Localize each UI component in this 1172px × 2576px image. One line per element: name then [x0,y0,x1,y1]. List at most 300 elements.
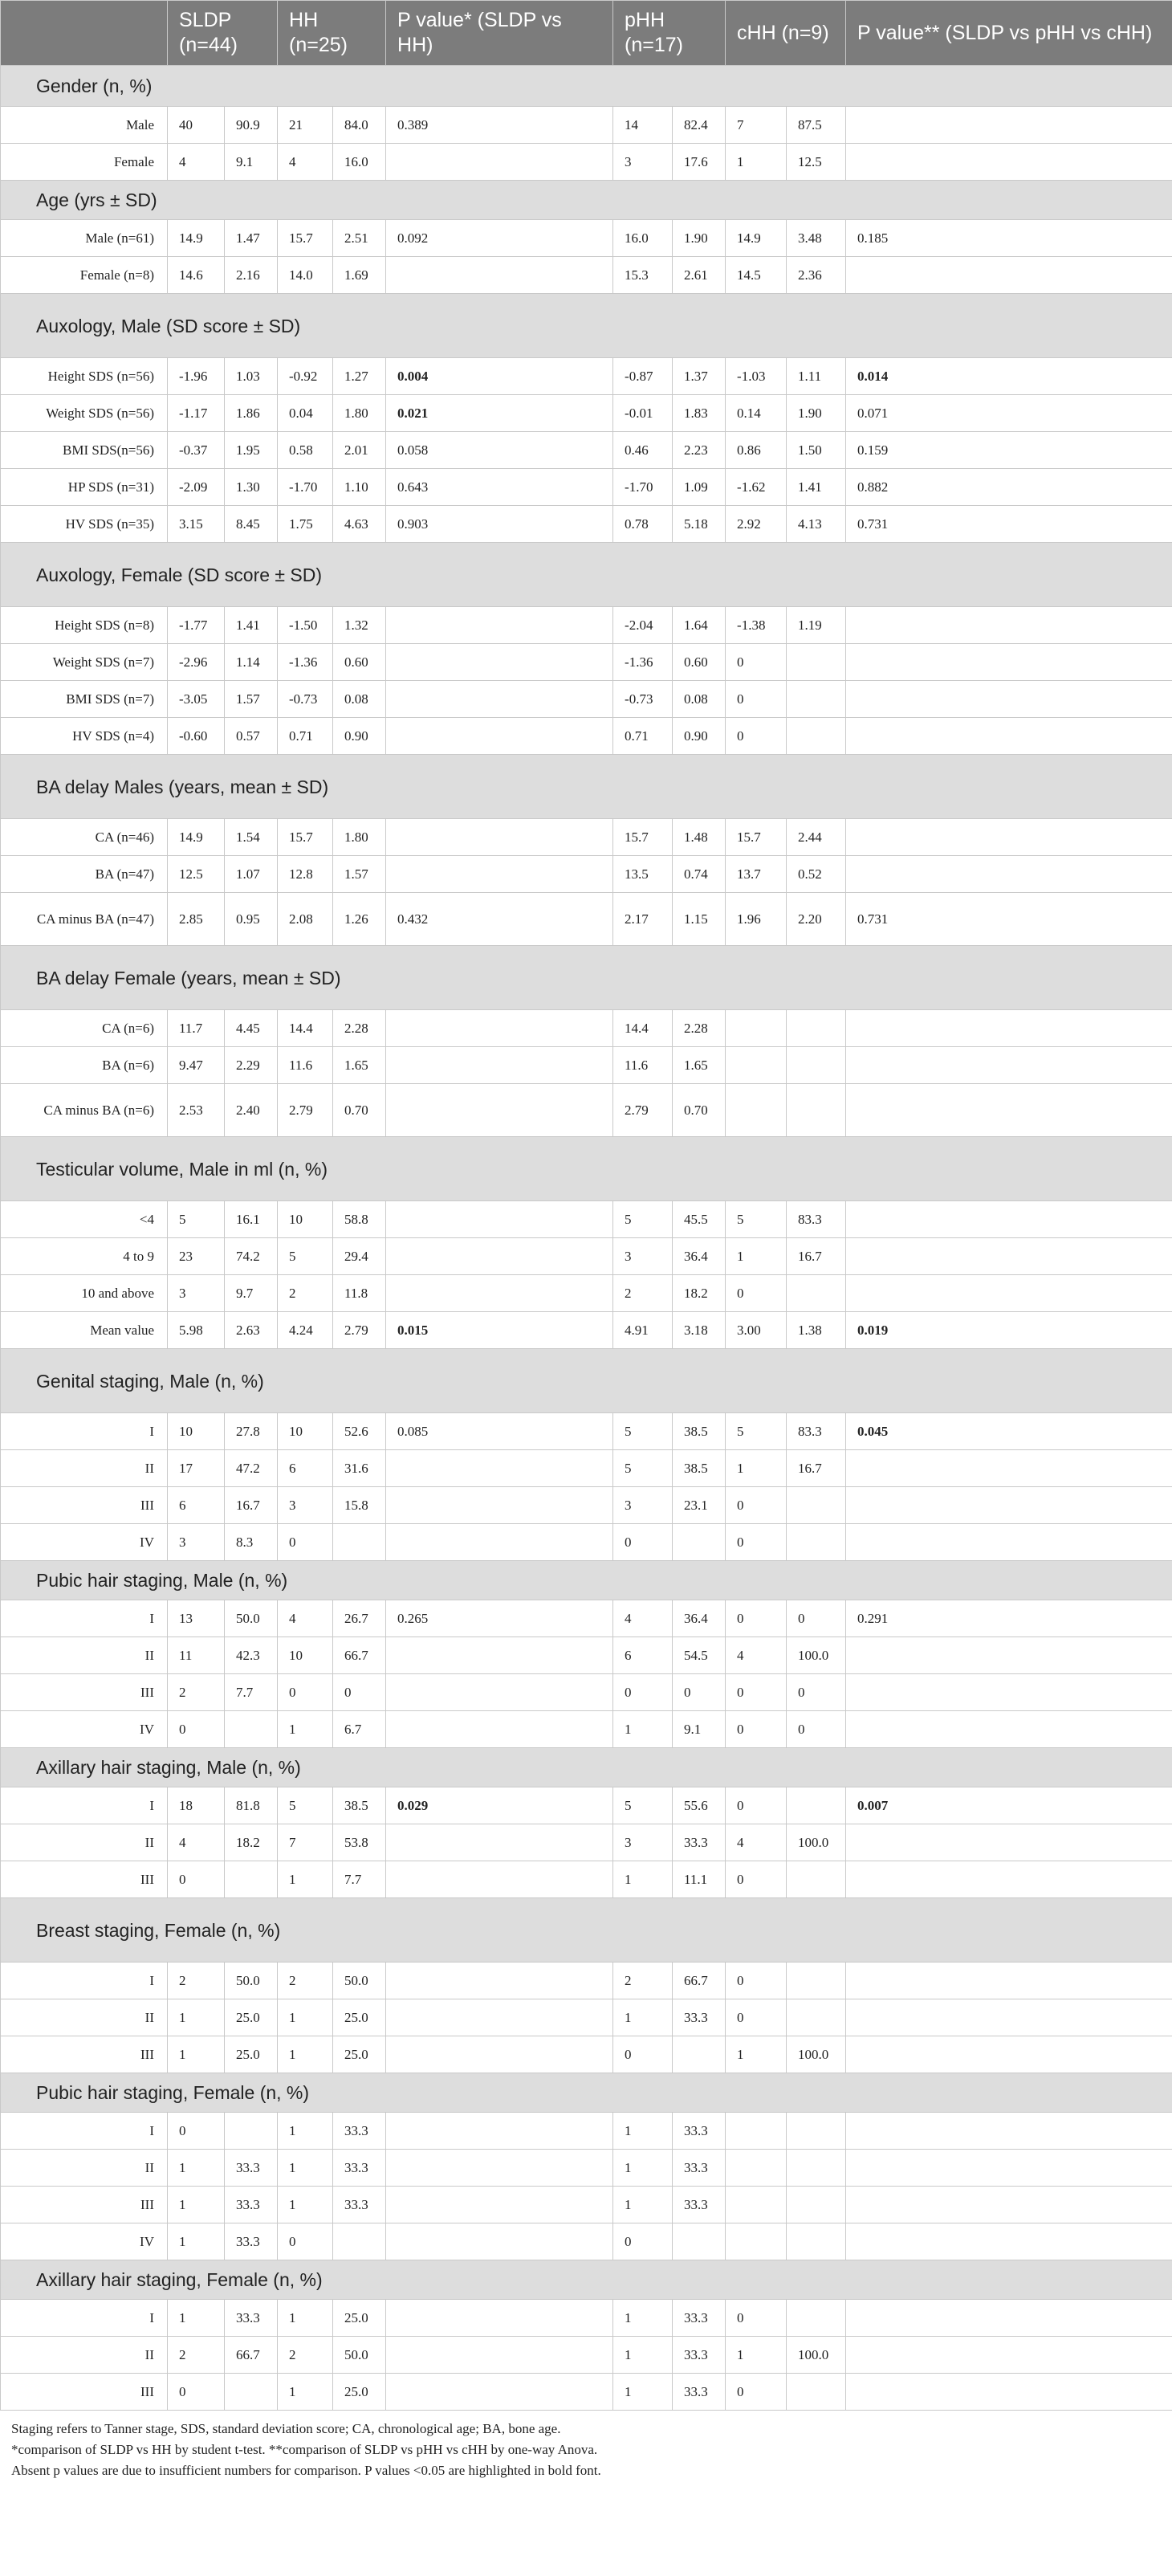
row-label: HP SDS (n=31) [1,469,168,506]
table-cell: 15.7 [278,819,333,856]
table-cell: 0.045 [846,1413,1172,1450]
row-label: III [1,1674,168,1711]
table-cell: 3 [168,1275,225,1312]
table-row [1,893,1172,946]
table-cell [726,1047,787,1084]
table-cell: 100.0 [787,1824,846,1861]
table-row [1,1637,1172,1674]
table-cell: 1.47 [225,220,278,257]
table-cell: 18.2 [673,1275,726,1312]
table-cell: 16.7 [225,1487,278,1524]
table-cell: -0.92 [278,358,333,395]
section-title: Age (yrs ± SD) [1,181,1172,220]
table-cell [386,257,613,294]
table-cell: 1 [278,2150,333,2187]
table-cell: 0 [613,1674,673,1711]
table-cell [846,1963,1172,1999]
table-cell [846,819,1172,856]
table-row [1,107,1172,144]
table-cell: 50.0 [333,2337,386,2374]
table-cell: -0.01 [613,395,673,432]
table-cell [386,1711,613,1748]
table-cell [846,1047,1172,1084]
table-cell [846,644,1172,681]
table-cell [787,1524,846,1561]
table-row [1,469,1172,506]
table-cell: 2.23 [673,432,726,469]
row-label: Male (n=61) [1,220,168,257]
table-cell: 1.86 [225,395,278,432]
table-cell [225,2374,278,2411]
row-label: III [1,2187,168,2223]
table-cell: -0.73 [613,681,673,718]
table-cell [846,1487,1172,1524]
table-cell: -2.09 [168,469,225,506]
section-title: BA delay Males (years, mean ± SD) [1,755,1172,819]
table-cell [386,2036,613,2073]
table-cell: 0.159 [846,432,1172,469]
table-cell: 2.20 [787,893,846,946]
table-cell: 33.3 [673,2113,726,2150]
section-header-row [1,1898,1172,1963]
footnote-tests: *comparison of SLDP vs HH by student t-test. **comparison of SLDP vs pHH vs cHH by one-way Anova. [11,2442,598,2457]
table-row [1,1450,1172,1487]
table-cell [386,2150,613,2187]
table-cell [787,2300,846,2337]
table-cell [846,1674,1172,1711]
table-cell: 1 [168,2036,225,2073]
table-row [1,644,1172,681]
table-cell: 0.092 [386,220,613,257]
table-row [1,1238,1172,1275]
table-cell: 1.57 [225,681,278,718]
table-cell: 13 [168,1600,225,1637]
table-cell: 17 [168,1450,225,1487]
table-cell [726,2150,787,2187]
table-cell: 7.7 [225,1674,278,1711]
table-cell: 0 [787,1600,846,1637]
table-cell: 0.265 [386,1600,613,1637]
table-cell: 23 [168,1238,225,1275]
row-label: II [1,1999,168,2036]
table-cell: 33.3 [225,2223,278,2260]
table-cell: 12.8 [278,856,333,893]
table-cell: -3.05 [168,681,225,718]
table-cell: 2.51 [333,220,386,257]
table-cell: 25.0 [333,2300,386,2337]
table-cell: 1 [278,2036,333,2073]
table-cell: 15.7 [613,819,673,856]
table-cell: -1.96 [168,358,225,395]
table-row [1,718,1172,755]
table-cell: 2.29 [225,1047,278,1084]
section-title: Pubic hair staging, Male (n, %) [1,1561,1172,1600]
table-cell [386,1861,613,1898]
table-cell: 13.5 [613,856,673,893]
table-cell: 2.79 [613,1084,673,1137]
table-row [1,1963,1172,1999]
table-cell: 13.7 [726,856,787,893]
table-cell: 3 [278,1487,333,1524]
table-cell: 15.8 [333,1487,386,1524]
table-cell: 1 [278,2374,333,2411]
section-title: Auxology, Male (SD score ± SD) [1,294,1172,358]
table-cell [846,1824,1172,1861]
table-cell: 3 [613,1824,673,1861]
table-cell: -0.73 [278,681,333,718]
row-label: III [1,1861,168,1898]
table-cell: 2.53 [168,1084,225,1137]
table-cell: 0.71 [613,718,673,755]
table-cell: 1.27 [333,358,386,395]
table-cell: 0.52 [787,856,846,893]
table-cell [846,1861,1172,1898]
table-row [1,2036,1172,2073]
header-row [1,1,1172,66]
table-cell: 52.6 [333,1413,386,1450]
table-cell [787,1487,846,1524]
table-row [1,1674,1172,1711]
row-label: Female (n=8) [1,257,168,294]
table-row [1,1047,1172,1084]
table-cell: 1 [613,2113,673,2150]
table-cell: 84.0 [333,107,386,144]
table-cell: 1 [726,2337,787,2374]
table-cell: 21 [278,107,333,144]
table-cell: 2.79 [333,1312,386,1349]
table-cell: 1.50 [787,432,846,469]
table-cell [846,1084,1172,1137]
table-cell: 1 [726,2036,787,2073]
table-row [1,2374,1172,2411]
table-cell: -1.36 [613,644,673,681]
table-cell: 5 [726,1413,787,1450]
table-cell [386,1963,613,1999]
table-cell: 2 [168,1674,225,1711]
table-cell: 0.291 [846,1600,1172,1637]
table-row [1,1084,1172,1137]
table-cell: 90.9 [225,107,278,144]
table-cell: 0 [726,1600,787,1637]
table-cell: 5 [613,1450,673,1487]
table-row [1,220,1172,257]
table-cell: 9.1 [673,1711,726,1748]
table-cell: 11 [168,1637,225,1674]
table-cell: 10 [168,1413,225,1450]
table-cell [846,2036,1172,2073]
table-row [1,819,1172,856]
table-cell: 0.74 [673,856,726,893]
table-cell: 74.2 [225,1238,278,1275]
section-title: Pubic hair staging, Female (n, %) [1,2073,1172,2113]
table-cell [846,144,1172,181]
table-row [1,1824,1172,1861]
table-cell: 5.98 [168,1312,225,1349]
table-cell: -1.70 [613,469,673,506]
row-label: I [1,1600,168,1637]
table-cell [386,856,613,893]
table-cell: 4 [278,144,333,181]
section-header-row [1,66,1172,107]
table-cell [846,1010,1172,1047]
table-cell: 0.08 [673,681,726,718]
table-cell: 1 [278,2113,333,2150]
table-cell: 2.16 [225,257,278,294]
table-cell: 0 [726,1861,787,1898]
table-cell: 26.7 [333,1600,386,1637]
table-cell: 10 [278,1637,333,1674]
table-row [1,506,1172,543]
table-cell [386,2337,613,2374]
table-cell [846,1637,1172,1674]
table-cell: 100.0 [787,2337,846,2374]
table-cell: 14.9 [726,220,787,257]
table-cell: 1.32 [333,607,386,644]
section-header-row [1,755,1172,819]
table-cell: 0.007 [846,1787,1172,1824]
table-cell: -1.36 [278,644,333,681]
table-cell: 4.13 [787,506,846,543]
table-cell: 0.86 [726,432,787,469]
table-cell [726,2113,787,2150]
table-cell: 0 [726,644,787,681]
table-cell: 2 [278,1963,333,1999]
table-cell [846,1999,1172,2036]
table-cell: -0.87 [613,358,673,395]
table-cell [386,1275,613,1312]
table-cell [787,1861,846,1898]
table-cell: 1.57 [333,856,386,893]
table-cell: 0.882 [846,469,1172,506]
table-cell: 2.17 [613,893,673,946]
table-cell: 0.085 [386,1413,613,1450]
table-cell: 6 [168,1487,225,1524]
row-label: Weight SDS (n=7) [1,644,168,681]
table-cell: 1 [613,1999,673,2036]
table-cell: 0 [168,1861,225,1898]
table-cell: 2 [168,1963,225,1999]
table-cell [333,2223,386,2260]
table-cell: 1.14 [225,644,278,681]
table-cell: 66.7 [673,1963,726,1999]
table-row [1,2187,1172,2223]
table-cell: 3.18 [673,1312,726,1349]
table-cell: 0 [726,1999,787,2036]
table-cell [386,2113,613,2150]
table-cell: 9.7 [225,1275,278,1312]
table-cell [726,2223,787,2260]
table-cell: -1.50 [278,607,333,644]
table-cell: 4 [613,1600,673,1637]
table-cell: 0 [613,2036,673,2073]
table-cell: 5 [726,1201,787,1238]
table-cell: 0 [726,1487,787,1524]
row-label: Mean value [1,1312,168,1349]
row-label: IV [1,1711,168,1748]
table-cell: 1.90 [673,220,726,257]
table-cell [673,1524,726,1561]
table-cell: 11.6 [278,1047,333,1084]
table-cell: 36.4 [673,1600,726,1637]
table-cell: 83.3 [787,1201,846,1238]
table-cell: 15.3 [613,257,673,294]
table-cell: 1 [613,2187,673,2223]
table-cell [386,144,613,181]
table-cell: 0 [168,2374,225,2411]
table-cell: 5.18 [673,506,726,543]
table-row [1,257,1172,294]
table-cell: 0.019 [846,1312,1172,1349]
row-label: III [1,2036,168,2073]
table-cell: 4.63 [333,506,386,543]
table-cell [787,1047,846,1084]
row-label: III [1,1487,168,1524]
table-cell [787,1999,846,2036]
table-cell: 2 [613,1275,673,1312]
table-cell: 12.5 [787,144,846,181]
table-cell: 47.2 [225,1450,278,1487]
table-cell [386,819,613,856]
table-cell: 1.90 [787,395,846,432]
row-label: HV SDS (n=35) [1,506,168,543]
table-cell [726,1084,787,1137]
table-cell: 33.3 [333,2187,386,2223]
table-cell: 0.903 [386,506,613,543]
table-cell: 2.92 [726,506,787,543]
table-cell: 0 [726,1275,787,1312]
table-cell: 25.0 [225,2036,278,2073]
table-cell: 5 [613,1787,673,1824]
table-cell [846,607,1172,644]
table-cell: 33.3 [333,2150,386,2187]
table-cell: -1.62 [726,469,787,506]
table-row [1,2113,1172,2150]
table-row [1,1787,1172,1824]
table-cell: 38.5 [333,1787,386,1824]
header-sldp: SLDP (n=44) [168,1,278,66]
table-cell: 1.03 [225,358,278,395]
table-cell: 1.41 [225,607,278,644]
table-cell: 2.61 [673,257,726,294]
row-label: IV [1,2223,168,2260]
section-header-row [1,543,1172,607]
table-cell: 87.5 [787,107,846,144]
table-cell: 81.8 [225,1787,278,1824]
table-cell: 14.4 [613,1010,673,1047]
table-cell: 66.7 [225,2337,278,2374]
table-cell [386,1999,613,2036]
section-header-row [1,2073,1172,2113]
row-label: <4 [1,1201,168,1238]
table-cell: 0 [278,1674,333,1711]
table-cell: 25.0 [333,2374,386,2411]
table-cell: 33.3 [673,2374,726,2411]
table-cell: 0.731 [846,893,1172,946]
table-cell: 1.15 [673,893,726,946]
table-cell: 0.70 [333,1084,386,1137]
table-cell [726,2187,787,2223]
table-cell: 33.3 [673,2300,726,2337]
table-row [1,681,1172,718]
table-cell: 33.3 [225,2187,278,2223]
table-row [1,395,1172,432]
table-cell [846,107,1172,144]
table-row [1,432,1172,469]
header-chh: cHH (n=9) [726,1,846,66]
table-cell: 14.6 [168,257,225,294]
table-cell: 7.7 [333,1861,386,1898]
table-cell [787,681,846,718]
footnote-pvalues: Absent p values are due to insufficient numbers for comparison. P values <0.05 are highlighted in bold font. [11,2463,601,2478]
row-label: CA minus BA (n=6) [1,1084,168,1137]
table-cell: 15.7 [278,220,333,257]
table-cell: 6 [613,1637,673,1674]
table-row [1,1999,1172,2036]
table-cell: 18 [168,1787,225,1824]
table-cell [386,1524,613,1561]
table-cell: 1.75 [278,506,333,543]
table-cell: 5 [613,1413,673,1450]
table-cell: 0 [726,1711,787,1748]
row-label: CA minus BA (n=47) [1,893,168,946]
table-cell [787,2223,846,2260]
table-cell: 16.0 [333,144,386,181]
section-title: BA delay Female (years, mean ± SD) [1,946,1172,1010]
row-label: I [1,1413,168,1450]
table-cell [787,2113,846,2150]
table-cell [386,2374,613,2411]
row-label: III [1,2374,168,2411]
row-label: Height SDS (n=56) [1,358,168,395]
table-cell: 2.28 [673,1010,726,1047]
table-cell: 0.90 [333,718,386,755]
table-cell [225,1861,278,1898]
table-cell [386,1674,613,1711]
table-cell: 1 [613,2150,673,2187]
table-cell: 1 [726,1450,787,1487]
table-cell: 5 [613,1201,673,1238]
header-p-value-1: P value* (SLDP vs HH) [386,1,613,66]
table-cell: 0 [726,718,787,755]
table-cell [846,1238,1172,1275]
table-cell: 1.54 [225,819,278,856]
section-title: Breast staging, Female (n, %) [1,1898,1172,1963]
table-cell: -1.70 [278,469,333,506]
table-cell: 2 [168,2337,225,2374]
table-cell: 1 [278,2187,333,2223]
row-label: BMI SDS (n=7) [1,681,168,718]
table-cell: 5 [168,1201,225,1238]
table-cell [386,2187,613,2223]
table-cell [386,1238,613,1275]
table-row [1,2150,1172,2187]
table-cell: 0 [726,1524,787,1561]
table-cell: 16.7 [787,1238,846,1275]
table-cell [225,2113,278,2150]
row-label: II [1,2337,168,2374]
table-cell: 16.1 [225,1201,278,1238]
table-cell: 0.389 [386,107,613,144]
table-cell [386,1201,613,1238]
table-cell: 0.57 [225,718,278,755]
header-phh: pHH (n=17) [613,1,726,66]
table-cell [386,1637,613,1674]
table-cell: 0 [168,1711,225,1748]
table-cell [386,644,613,681]
table-cell: 1.83 [673,395,726,432]
table-cell: 0.731 [846,506,1172,543]
section-header-row [1,1748,1172,1787]
